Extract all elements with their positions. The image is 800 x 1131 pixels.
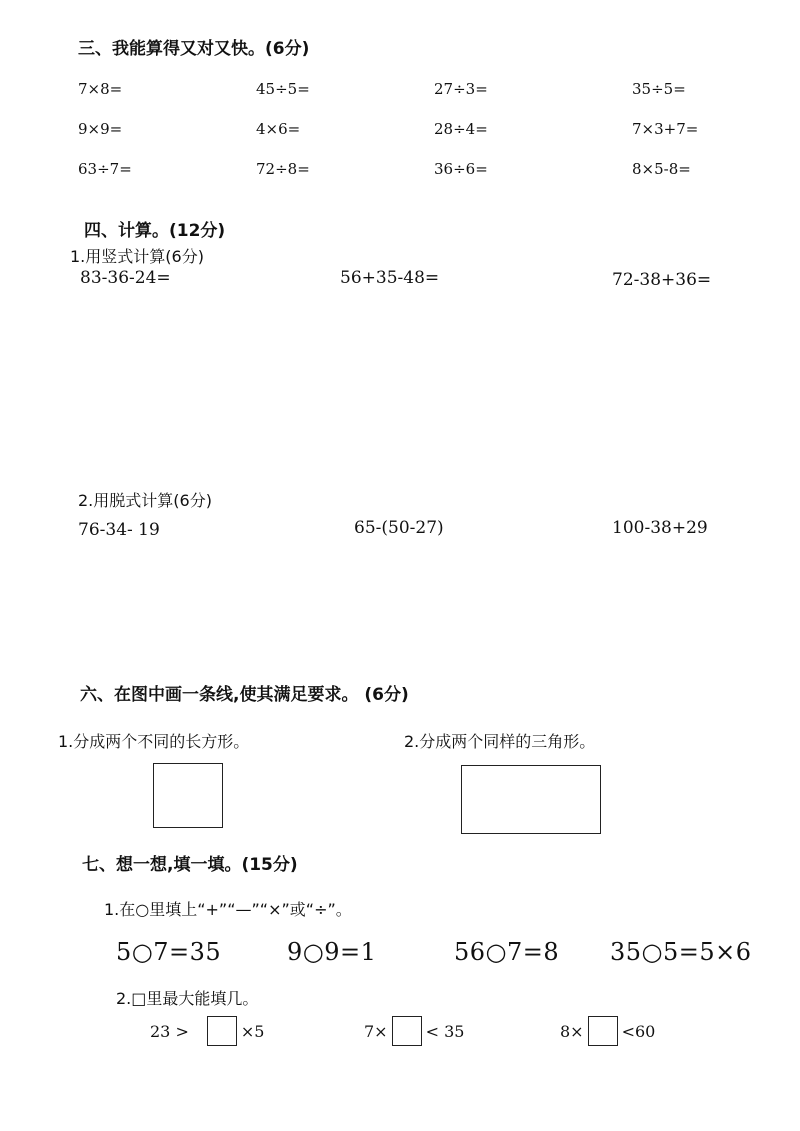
max-fill-2-before: 7× [364,1021,388,1041]
max-fill-problem-3 [560,1016,655,1046]
max-fill-3-before: 8× [560,1021,584,1041]
operator-problem-2: 9○9=1 [287,938,377,966]
stepwise-calc-problem-2: 65-(50-27) [354,518,444,538]
oral-problem-1-4: 35÷5= [632,80,686,98]
oral-problem-3-2: 72÷8= [256,160,310,178]
draw-question-1: 1.分成两个不同的长方形。 [58,732,250,751]
oral-problem-1-2: 45÷5= [256,80,310,98]
operator-fill-label: 1.在○里填上“+”“—”“×”或“÷”。 [104,900,352,919]
answer-box-1[interactable] [207,1016,237,1046]
square-figure[interactable] [153,763,223,828]
oral-problem-1-1: 7×8= [78,80,123,98]
max-fill-1-before: 23 > [150,1021,189,1041]
max-fill-problem-2 [364,1016,464,1046]
vertical-calc-problem-3: 72-38+36= [612,270,712,290]
section7-heading: 七、想一想,填一填。(15分) [82,855,298,875]
rectangle-figure[interactable] [461,765,601,834]
max-fill-2-after: < 35 [425,1021,465,1041]
vertical-calc-label: 1.用竖式计算(6分) [70,247,204,266]
oral-problem-2-3: 28÷4= [434,120,488,138]
oral-problem-1-3: 27÷3= [434,80,488,98]
draw-question-2: 2.分成两个同样的三角形。 [404,732,596,751]
section4-heading: 四、计算。(12分) [84,221,226,241]
stepwise-calc-problem-1: 76-34- 19 [78,520,160,540]
section3-heading: 三、我能算得又对又快。(6分) [78,39,310,59]
answer-box-2[interactable] [392,1016,422,1046]
operator-problem-1: 5○7=35 [116,938,222,966]
vertical-calc-problem-2: 56+35-48= [340,268,440,288]
oral-problem-3-3: 36÷6= [434,160,488,178]
oral-problem-3-1: 63÷7= [78,160,132,178]
stepwise-calc-label: 2.用脱式计算(6分) [78,491,212,510]
oral-problem-2-1: 9×9= [78,120,123,138]
max-fill-1-after: ×5 [240,1021,265,1041]
stepwise-calc-problem-3: 100-38+29 [612,518,708,538]
answer-box-3[interactable] [588,1016,618,1046]
max-fill-problem-1 [150,1016,264,1046]
operator-problem-3: 56○7=8 [454,938,560,966]
oral-problem-2-4: 7×3+7= [632,120,699,138]
oral-problem-2-2: 4×6= [256,120,301,138]
section6-heading: 六、在图中画一条线,使其满足要求。 (6分) [80,685,409,705]
operator-problem-4: 35○5=5×6 [610,938,752,966]
oral-problem-3-4: 8×5-8= [632,160,691,178]
vertical-calc-problem-1: 83-36-24= [80,268,171,288]
max-fill-3-after: <60 [621,1021,656,1041]
max-fill-label: 2.□里最大能填几。 [116,989,259,1008]
